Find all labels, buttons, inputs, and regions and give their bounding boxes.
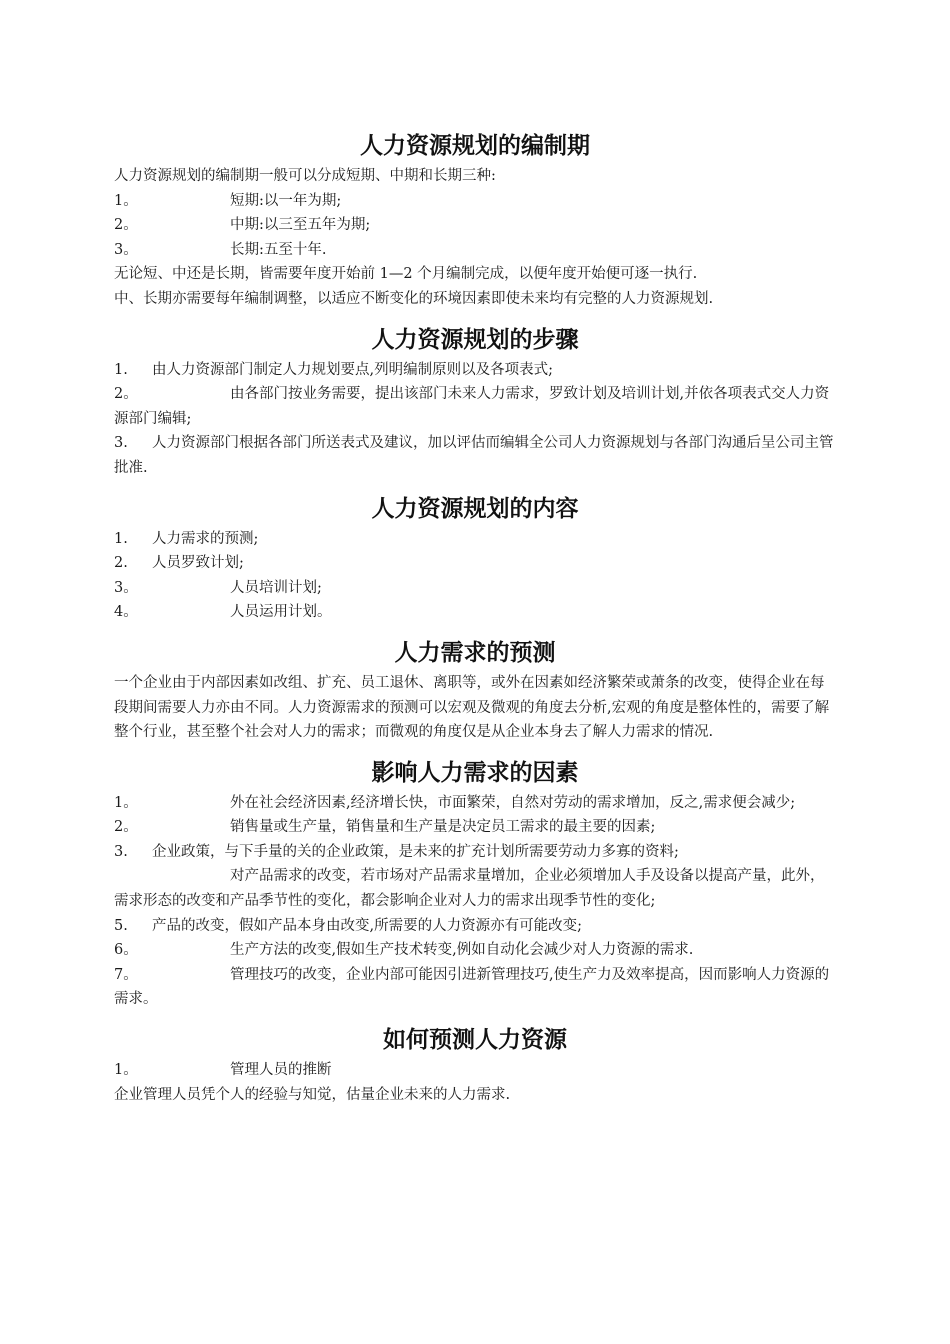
section-planning-content xyxy=(114,491,836,625)
section-title: 人力资源规划的步骤 xyxy=(371,325,579,353)
list-number: 1。 xyxy=(114,192,138,209)
list-number: 1。 xyxy=(114,1062,138,1079)
list-text: 人力需求的预测; xyxy=(152,530,259,547)
list-item xyxy=(114,551,836,576)
list-text: 由人力资源部门制定人力规划要点,列明编制原则以及各项表式; xyxy=(152,361,553,378)
list-number: 5. xyxy=(114,917,128,934)
list-number: 3。 xyxy=(114,241,138,258)
list-number: 2。 xyxy=(114,217,138,234)
list-number: 7。 xyxy=(114,966,138,983)
list-number: 2。 xyxy=(114,386,138,403)
section-title: 人力需求的预测 xyxy=(394,638,556,666)
paragraph: 一个企业由于内部因素如改组、扩充、员工退休、离职等，或外在因素如经济繁荣或萧条的改变，使得企业在每段期间需要人力亦由不同。人力资源需求的预测可以宏观及微观的角度去分析,宏观的角度是整体性的，需要了解整个行业，甚至整个社会对人力的需求；而微观的角度仅是从企业本身去了解人力需求的情况. xyxy=(114,674,830,741)
list-text: 人员培训计划; xyxy=(230,579,322,596)
list-text: 人员运用计划。 xyxy=(230,604,332,621)
section-demand-forecast xyxy=(114,635,836,745)
list-number: 1. xyxy=(114,361,128,378)
list-text: 外在社会经济因素,经济增长快，市面繁荣，自然对劳动的需求增加，反之,需求便会减少; xyxy=(230,794,796,811)
list-text: 企业政策，与下手量的关的企业政策，是未来的扩充计划所需要劳动力多寡的资料; xyxy=(152,843,679,860)
list-item xyxy=(114,238,836,263)
list-text: 生产方法的改变,假如生产技术转变,例如自动化会减少对人力资源的需求. xyxy=(230,942,694,959)
list-item xyxy=(114,840,836,865)
list-text: 管理人员的推断 xyxy=(230,1062,332,1079)
list-number: 3. xyxy=(114,435,128,452)
list-text: 由各部门按业务需要，提出该部门未来人力需求，罗致计划及培训计划,并依各项表式交人力资源部门编辑; xyxy=(114,386,830,427)
document-content xyxy=(114,128,836,1117)
list-text: 管理技巧的改变，企业内部可能因引进新管理技巧,使生产力及效率提高，因而影响人力资源的需求。 xyxy=(114,966,830,1008)
list-number: 4。 xyxy=(114,604,138,621)
list-text: 短期:以一年为期; xyxy=(230,192,342,209)
list-text: 中期:以三至五年为期; xyxy=(230,217,371,234)
list-text: 对产品需求的改变，若市场对产品需求量增加，企业必须增加人手及设备以提高产量，此外，需求形态的改变和产品季节性的变化，都会影响企业对人力的需求出现季节性的变化; xyxy=(114,868,825,910)
paragraph: 中、长期亦需要每年编制调整，以适应不断变化的环境因素即使未来均有完整的人力资源规划. xyxy=(114,290,714,307)
section-planning-period xyxy=(114,128,836,312)
list-number: 2。 xyxy=(114,819,138,836)
section-title: 影响人力需求的因素 xyxy=(371,758,579,786)
list-number: 1。 xyxy=(114,794,138,811)
list-item xyxy=(114,600,836,625)
list-number: 6。 xyxy=(114,942,138,959)
list-number: 3。 xyxy=(114,579,138,596)
list-text: 人员罗致计划; xyxy=(152,555,244,572)
paragraph: 企业管理人员凭个人的经验与知觉，估量企业未来的人力需求. xyxy=(114,1086,511,1103)
list-item xyxy=(114,358,836,383)
list-text: 长期:五至十年. xyxy=(230,241,327,258)
list-text: 人力资源部门根据各部门所送表式及建议，加以评估而编辑全公司人力资源规划与各部门沟通后呈公司主管批准. xyxy=(114,435,834,476)
paragraph: 人力资源规划的编制期一般可以分成短期、中期和长期三种: xyxy=(114,168,496,184)
section-how-to-forecast xyxy=(114,1022,836,1107)
list-item xyxy=(114,1058,836,1083)
section-title: 如何预测人力资源 xyxy=(383,1026,567,1054)
list-item xyxy=(114,864,836,913)
section-demand-factors xyxy=(114,755,836,1012)
list-item xyxy=(114,382,836,431)
list-number: 1. xyxy=(114,530,128,547)
list-item xyxy=(114,213,836,238)
section-planning-steps xyxy=(114,322,836,481)
paragraph: 无论短、中还是长期，皆需要年度开始前 1—2 个月编制完成，以便年度开始便可逐一执行. xyxy=(114,266,698,283)
list-text: 销售量或生产量，销售量和生产量是决定员工需求的最主要的因素; xyxy=(230,819,656,836)
list-number: 3. xyxy=(114,843,128,860)
list-number: 2. xyxy=(114,555,128,572)
list-item xyxy=(114,189,836,214)
list-item xyxy=(114,576,836,601)
list-item xyxy=(114,938,836,963)
list-text: 产品的改变，假如产品本身由改变,所需要的人力资源亦有可能改变; xyxy=(152,917,582,934)
list-item xyxy=(114,791,836,816)
list-item xyxy=(114,431,836,480)
list-item xyxy=(114,815,836,840)
list-item xyxy=(114,527,836,552)
section-title: 人力资源规划的内容 xyxy=(371,494,579,522)
list-item xyxy=(114,963,836,1012)
section-title: 人力资源规划的编制期 xyxy=(360,132,590,159)
list-item xyxy=(114,914,836,939)
